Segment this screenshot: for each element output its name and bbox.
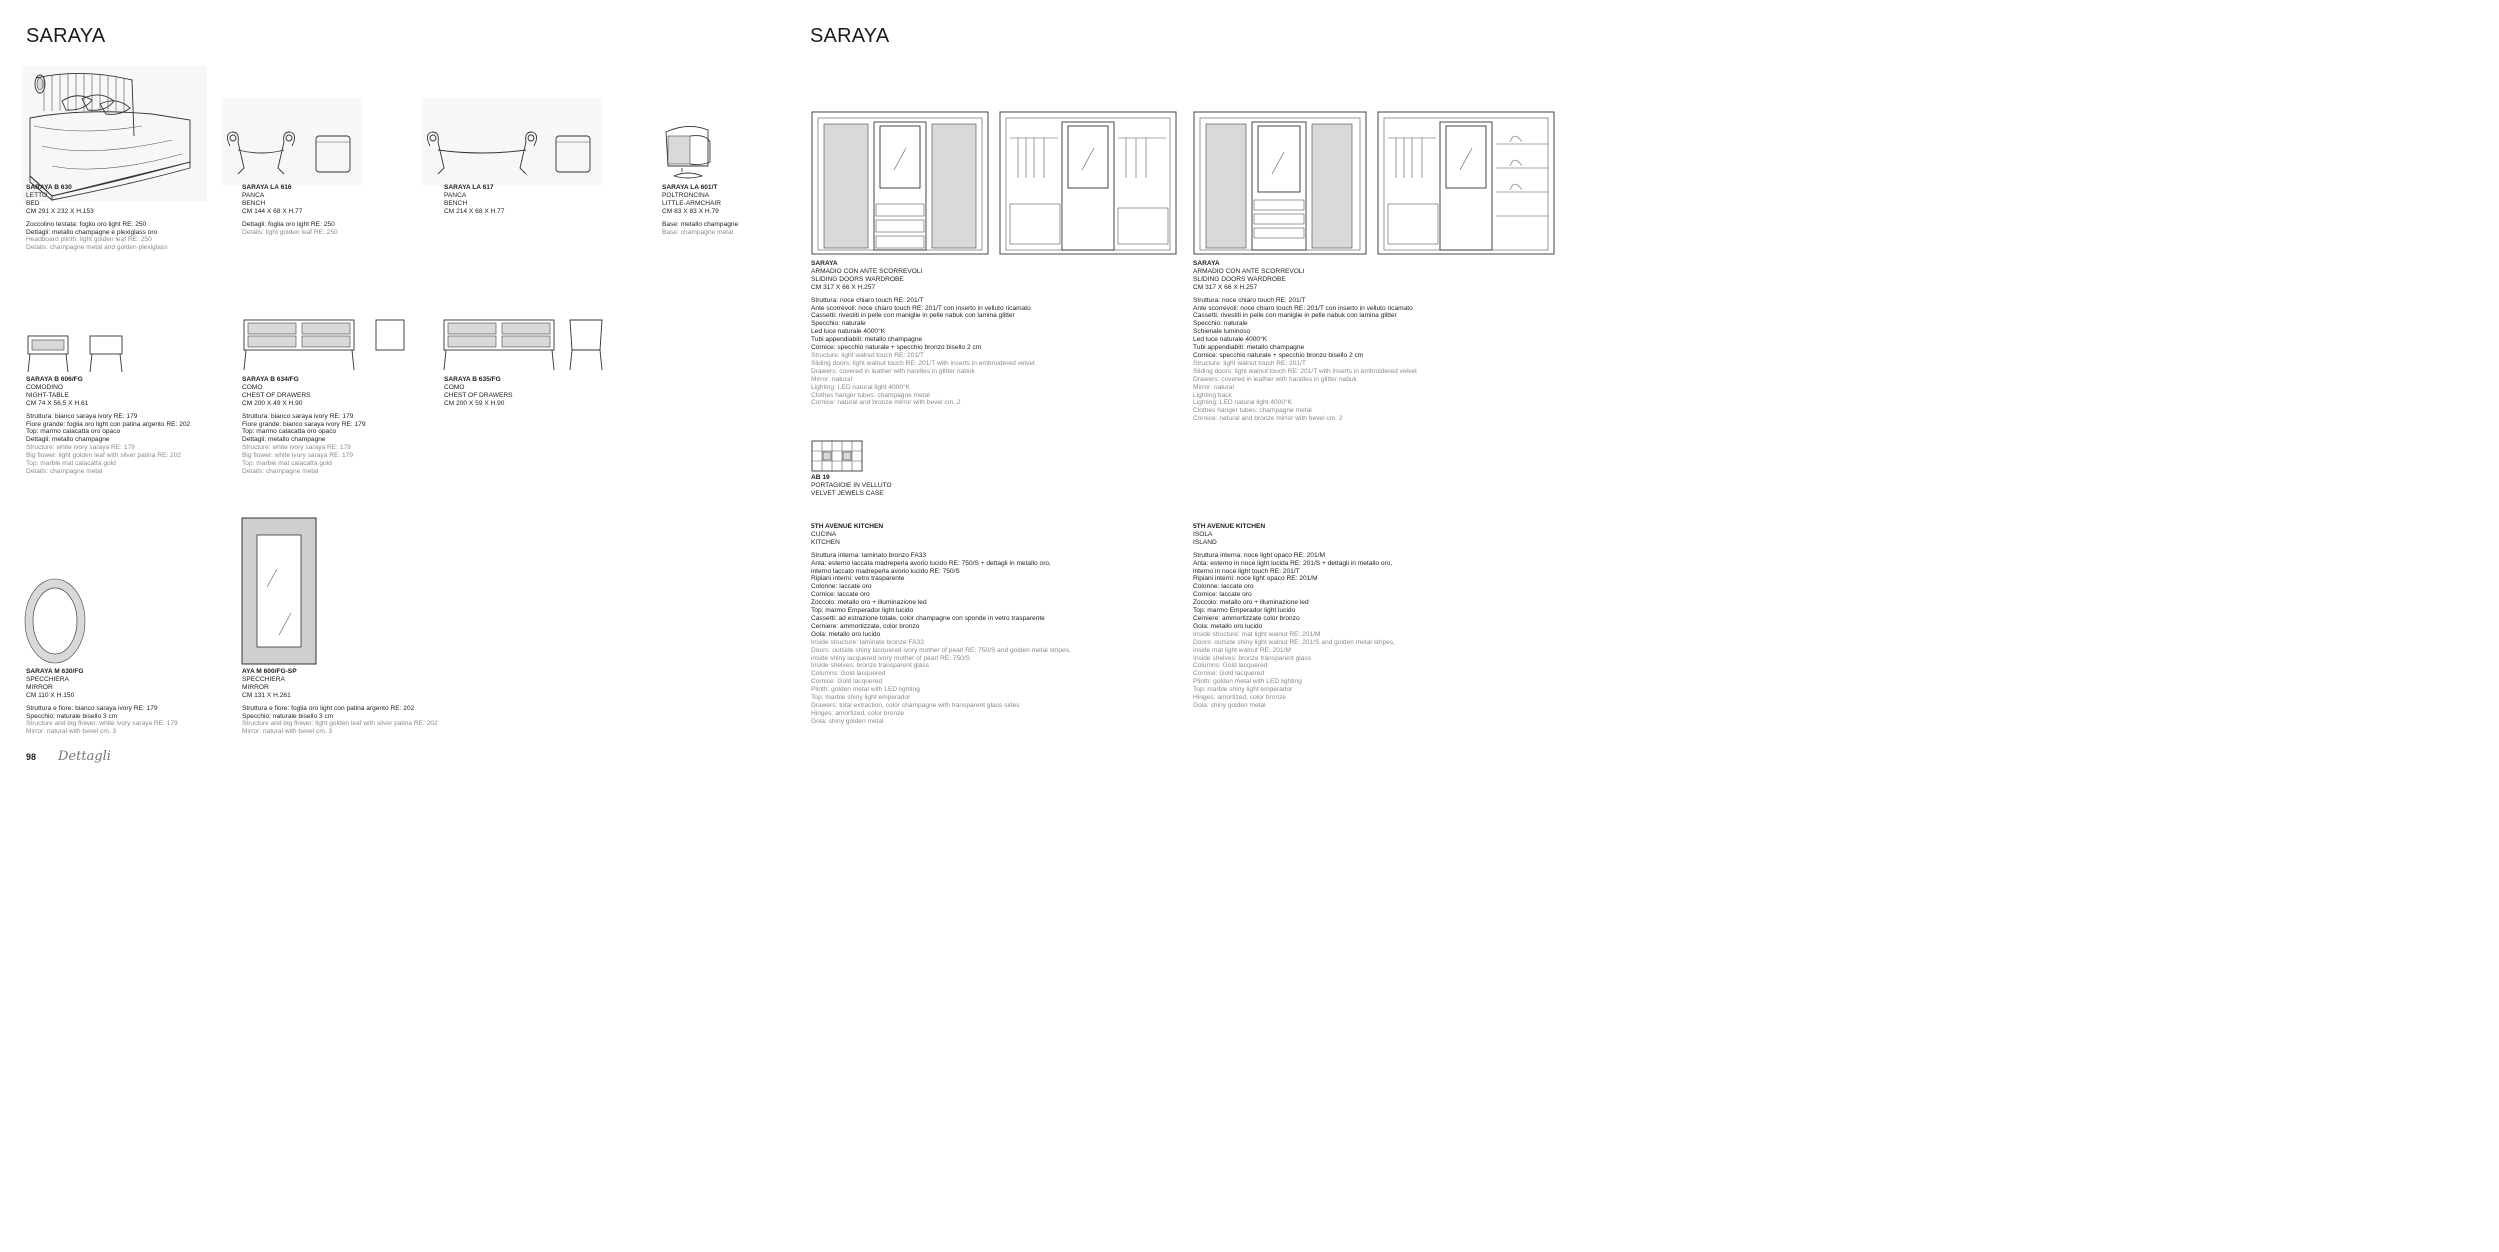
product-dimensions: CM 110 X H.150 xyxy=(26,691,75,699)
product-name-en: SLIDING DOORS WARDROBE xyxy=(811,275,904,283)
product-name-en: BENCH xyxy=(444,199,468,207)
spec-line-en: Drawers: total extraction, color champagne with transparent glass sides xyxy=(811,701,1020,709)
product-dimensions: CM 317 X 66 X H.257 xyxy=(1193,283,1258,291)
product-dimensions: CM 200 X 59 X H.90 xyxy=(444,399,505,407)
spec-line-en: Details: champagne metal xyxy=(242,467,319,475)
spec-line-it: Specchio: naturale xyxy=(811,320,866,328)
right-page-title: SARAYA xyxy=(810,25,890,47)
product-dimensions: CM 83 X 83 X H.79 xyxy=(662,207,719,215)
product-name-en: MIRROR xyxy=(26,683,53,691)
spec-line-en: Big flower: white ivory saraya RE: 179 xyxy=(242,452,354,460)
spec-line-it: Struttura interna: noce light opaco RE: 201/M xyxy=(1193,551,1325,559)
spec-line-en: Structure: light walnut touch RE: 201/T xyxy=(1193,359,1306,367)
item-saraya-wardrobe-1 xyxy=(811,260,1035,407)
spec-line-it: Zoccolino testata: foglio oro light RE: 250 xyxy=(26,220,147,228)
product-code: SARAYA B 606/FG xyxy=(26,376,83,383)
product-name-it: PANCA xyxy=(242,191,265,199)
product-code: SARAYA B 634/FG xyxy=(242,376,299,383)
jewels-case-illustration xyxy=(811,440,863,472)
product-code: AYA M 600/FG-SP xyxy=(242,668,297,675)
spec-line-it: interno laccato madreperla avorio lucido RE: 750/S xyxy=(811,567,960,575)
spec-line-it: Cornice: specchio naturale + specchio bronzo bisello 2 cm xyxy=(1193,351,1364,359)
spec-line-en: Mirror: natural xyxy=(1193,383,1235,391)
product-dimensions: CM 214 X 68 X H.77 xyxy=(444,207,505,215)
left-page-title: SARAYA xyxy=(26,25,106,47)
rect-mirror-illustration xyxy=(241,517,317,665)
spec-line-en: Sliding doors: light walnut touch RE: 201/T with inserts in embroidered velvet xyxy=(811,359,1035,367)
spec-line-it: Struttura e fiore: foglia oro light con patina argento RE: 202 xyxy=(242,704,415,712)
spec-line-en: Hinges: amortized, color bronze xyxy=(1193,694,1287,702)
spec-line-en: Drawers: covered in leather with handles in glitter nabuk xyxy=(811,367,975,375)
item-5th-avenue-kitchen xyxy=(811,523,1071,726)
spec-line-en: Base: champagne metal xyxy=(662,228,734,236)
spec-line-en: Plinth: golden metal with LED lighting xyxy=(811,686,920,694)
spec-line-en: Structure and big flower: light golden leaf with silver patina RE: 202 xyxy=(242,720,438,728)
product-name-it: ISOLA xyxy=(1193,530,1213,538)
product-name-it: CUCINA xyxy=(811,530,837,538)
wardrobe-2-illustration xyxy=(1192,108,1560,258)
spec-line-en: Plinth: golden metal with LED lighting xyxy=(1193,678,1302,686)
product-name-en: VELVET JEWELS CASE xyxy=(811,489,884,497)
item-saraya-la601t xyxy=(662,184,738,236)
spec-line-en: Cornice: natural and bronze mirror with bevel cm. 2 xyxy=(1193,415,1343,423)
bench-616-illustration xyxy=(222,98,362,186)
item-ab19 xyxy=(811,474,892,498)
spec-line-en: Doors: outside shiny lacquered ivory mother of pearl RE: 750/S and golden metal stripes, xyxy=(811,646,1071,654)
product-name-en: NIGHT-TABLE xyxy=(26,391,69,399)
spec-line-it: Led luce naturale 4000°K xyxy=(811,328,886,336)
spec-line-en: Details: champagne metal xyxy=(26,467,103,475)
item-saraya-b606fg xyxy=(26,376,190,476)
spec-line-en: Inside structure: laminate bronze FA33 xyxy=(811,638,924,646)
spec-line-en: Top: marble mat calacatta gold xyxy=(242,460,332,468)
spec-line-it: Cassetti: rivestiti in pelle con maniglie in pelle nabuk con lamina glitter xyxy=(1193,312,1397,320)
product-code: SARAYA xyxy=(811,260,838,267)
spec-line-it: Schienale luminoso xyxy=(1193,328,1251,336)
spec-line-en: inside shiny lacquered ivory mother of pearl RE: 750/S xyxy=(811,654,971,662)
spec-line-it: Struttura: bianco saraya ivory RE: 179 xyxy=(26,412,138,420)
spec-line-en: Details: champagne metal and golden plexiglass xyxy=(26,244,168,252)
spec-line-en: Columns: Gold lacquered xyxy=(1193,662,1268,670)
product-dimensions: CM 131 X H.261 xyxy=(242,691,291,699)
spec-line-it: Specchio: naturale bisello 3 cm xyxy=(26,712,118,720)
spec-line-en: Doors: outside shiny light walnut RE: 201/S and golden metal stripes, xyxy=(1193,638,1395,646)
spec-line-it: Cerniere: ammortizzate color bronzo xyxy=(1193,614,1300,622)
spec-line-it: Dettagli: foglia oro light RE: 250 xyxy=(242,220,335,228)
night-table-illustration xyxy=(26,334,126,374)
spec-line-it: Cerniere: ammortizzate, color bronzo xyxy=(811,622,920,630)
spec-line-en: Top: marble shiny light emperador xyxy=(811,694,911,702)
wardrobe-1-illustration xyxy=(810,108,1178,258)
spec-line-it: Struttura interna: laminato bronzo FA33 xyxy=(811,551,927,559)
product-name-en: CHEST OF DRAWERS xyxy=(444,391,513,399)
product-name-en: ISLAND xyxy=(1193,538,1217,546)
spec-line-it: interno in noce light touch RE: 201/T xyxy=(1193,567,1300,575)
product-name-en: KITCHEN xyxy=(811,538,840,546)
spec-line-en: Structure: light walnut touch RE: 201/T xyxy=(811,351,924,359)
spec-line-en: Lighting: LED natural light 4000°K xyxy=(1193,399,1293,407)
spec-line-en: Columns: Gold lacquered xyxy=(811,670,886,678)
spec-line-en: Inside structure: mat light walnut RE: 201/M xyxy=(1193,630,1321,638)
spec-line-en: Gola: shiny golden metal xyxy=(1193,701,1266,709)
spec-line-it: Struttura e fiore: bianco saraya ivory RE: 179 xyxy=(26,704,158,712)
spec-line-en: Lighting: LED natural light 4000°K xyxy=(811,383,911,391)
product-code: 5TH AVENUE KITCHEN xyxy=(1193,523,1266,530)
product-dimensions: CM 200 X 49 X H.90 xyxy=(242,399,303,407)
spec-line-en: Mirror: natural xyxy=(811,375,853,383)
spec-line-it: Ante scorrevoli: noce chiaro touch RE: 201/T con inserto in velluto ricamato xyxy=(1193,304,1413,312)
spec-line-it: Top: marmo calacatta oro opaco xyxy=(242,428,337,436)
spec-line-en: Big flower: light golden leaf with silver patina RE: 202 xyxy=(26,452,182,460)
spec-line-it: Dettagli: metallo champagne e plexiglass oro xyxy=(26,228,158,236)
product-code: SARAYA LA 601/T xyxy=(662,184,718,191)
item-saraya-la616 xyxy=(242,184,338,236)
spec-line-en: Lighting back xyxy=(1193,391,1232,399)
spec-line-it: Cassetti: rivestiti in pelle con maniglie in pelle nabuk con lamina glitter xyxy=(811,312,1015,320)
spec-line-en: Cornice: natural and bronze mirror with bevel cm. 2 xyxy=(811,399,961,407)
spec-line-en: Structure and big flower: white ivory saraya RE: 179 xyxy=(26,720,178,728)
chest-634-illustration xyxy=(242,318,408,374)
item-saraya-m630fg xyxy=(26,668,178,736)
spec-line-it: Top: marmo Emperador light lucido xyxy=(811,607,914,615)
product-code: SARAYA LA 616 xyxy=(242,184,292,191)
spec-line-it: Zoccolo: metallo oro + illuminazione led xyxy=(811,599,927,607)
brand-logo: Dettagli xyxy=(58,749,111,764)
product-code: AB 19 xyxy=(811,474,830,481)
armchair-illustration xyxy=(660,122,716,182)
product-code: SARAYA B 635/FG xyxy=(444,376,501,383)
product-name-en: BENCH xyxy=(242,199,266,207)
spec-line-en: Cornice: Gold lacquered xyxy=(811,678,883,686)
spec-line-en: Mirror: natural with bevel cm. 3 xyxy=(242,728,333,736)
spec-line-en: Structure: white ivory saraya RE: 179 xyxy=(26,444,135,452)
spec-line-en: Headboard plinth: light golden leaf RE: 250 xyxy=(26,236,152,244)
oval-mirror-illustration xyxy=(22,576,88,666)
product-code: SARAYA xyxy=(1193,260,1220,267)
product-name-en: BED xyxy=(26,199,40,207)
spec-line-it: Colonne: laccate oro xyxy=(811,583,872,591)
spec-line-it: Struttura: noce chiaro touch RE: 201/T xyxy=(1193,296,1306,304)
spec-line-it: Zoccolo: metallo oro + illuminazione led xyxy=(1193,599,1309,607)
spec-line-it: Gola: metallo oro lucido xyxy=(811,630,881,638)
spec-line-en: Cornice: Gold lacquered xyxy=(1193,670,1265,678)
spec-line-en: Drawers: covered in leather with handles in glitter nabuk xyxy=(1193,375,1357,383)
chest-635-illustration xyxy=(442,318,608,374)
bed-illustration xyxy=(22,66,207,201)
item-saraya-b635fg xyxy=(444,376,513,408)
spec-line-it: Tubi appendiabiti: metallo champagne xyxy=(1193,344,1305,352)
product-code: SARAYA M 630/FG xyxy=(26,668,84,675)
product-name-it: POLTRONCINA xyxy=(662,191,710,199)
spec-line-it: Led luce naturale 4000°K xyxy=(1193,336,1268,344)
spec-line-it: Ripiani interni: vetro trasparente xyxy=(811,575,905,583)
product-name-it: SPECCHIERA xyxy=(242,675,285,683)
page-number: 98 xyxy=(26,752,37,762)
product-name-it: COMO xyxy=(444,383,465,391)
spec-line-en: Clothes hanger tubes: champagne metal xyxy=(811,391,930,399)
product-name-it: PORTAGIOIE IN VELLUTO xyxy=(811,481,892,489)
product-dimensions: CM 317 X 66 X H.257 xyxy=(811,283,876,291)
item-aya-m600 xyxy=(242,668,438,736)
spec-line-it: Tubi appendiabiti: metallo champagne xyxy=(811,336,923,344)
spec-line-it: Colonne: laccate oro xyxy=(1193,583,1254,591)
product-dimensions: CM 74 X 56,5 X H.61 xyxy=(26,399,89,407)
product-name-it: COMO xyxy=(242,383,263,391)
product-name-it: ARMADIO CON ANTE SCORREVOLI xyxy=(1193,267,1305,275)
spec-line-it: Anta: esterno laccata madreperla avorio lucido RE: 750/S + dettagli in metallo oro, xyxy=(811,559,1051,567)
spec-line-it: Dettagli: metallo champagne xyxy=(26,436,110,444)
spec-line-it: Fiore grande: foglia oro light con patina argento RE: 202 xyxy=(26,420,191,428)
spec-line-en: Hinges: amortized, color bronze xyxy=(811,709,905,717)
item-saraya-wardrobe-2 xyxy=(1193,260,1417,423)
spec-line-en: Mirror: natural with bevel cm. 3 xyxy=(26,728,117,736)
spec-line-en: Top: marble mat calacatta gold xyxy=(26,460,116,468)
spec-line-en: Inside shelves: bronze transparent glass xyxy=(1193,654,1312,662)
product-dimensions: CM 144 X 68 X H.77 xyxy=(242,207,303,215)
spec-line-it: Base: metallo champagne xyxy=(662,220,739,228)
spec-line-en: inside mat light walnut RE: 201/M xyxy=(1193,646,1291,654)
spec-line-en: Clothes hanger tubes: champagne metal xyxy=(1193,407,1312,415)
spec-line-it: Ante scorrevoli: noce chiaro touch RE: 201/T con inserto in velluto ricamato xyxy=(811,304,1031,312)
spec-line-it: Dettagli: metallo champagne xyxy=(242,436,326,444)
item-saraya-b634fg xyxy=(242,376,366,476)
product-name-it: COMODINO xyxy=(26,383,63,391)
spec-line-it: Specchio: naturale xyxy=(1193,320,1248,328)
spec-line-it: Cornice: laccate oro xyxy=(1193,591,1252,599)
bench-617-illustration xyxy=(422,98,602,186)
product-name-en: CHEST OF DRAWERS xyxy=(242,391,311,399)
item-saraya-b630 xyxy=(26,184,168,252)
item-saraya-la617 xyxy=(444,184,504,216)
spec-line-en: Inside shelves: bronze transparent glass xyxy=(811,662,930,670)
spec-line-it: Cornice: laccate oro xyxy=(811,591,870,599)
product-code: 5TH AVENUE KITCHEN xyxy=(811,523,884,530)
item-5th-avenue-island xyxy=(1193,523,1395,710)
spec-line-it: Anta: esterno in noce light lucida RE: 201/S + dettagli in metallo oro, xyxy=(1193,559,1393,567)
product-name-en: MIRROR xyxy=(242,683,269,691)
product-code: SARAYA LA 617 xyxy=(444,184,494,191)
spec-line-en: Details: light golden leaf RE: 250 xyxy=(242,228,338,236)
product-name-en: LITTLE-ARMCHAIR xyxy=(662,199,721,207)
product-name-en: SLIDING DOORS WARDROBE xyxy=(1193,275,1286,283)
spec-line-it: Struttura: noce chiaro touch RE: 201/T xyxy=(811,296,924,304)
spec-line-en: Gola: shiny golden metal xyxy=(811,717,884,725)
spec-line-it: Fiore grande: bianco saraya ivory RE: 179 xyxy=(242,420,366,428)
spec-line-it: Struttura: bianco saraya ivory RE: 179 xyxy=(242,412,354,420)
spec-line-it: Top: marmo Emperador light lucido xyxy=(1193,607,1296,615)
spec-line-it: Top: marmo calacatta oro opaco xyxy=(26,428,121,436)
spec-line-it: Gola: metallo oro lucido xyxy=(1193,622,1263,630)
product-dimensions: CM 291 X 232 X H.153 xyxy=(26,207,94,215)
product-code: SARAYA B 630 xyxy=(26,184,72,191)
spec-line-en: Sliding doors: light walnut touch RE: 201/T with inserts in embroidered velvet xyxy=(1193,367,1417,375)
product-name-it: SPECCHIERA xyxy=(26,675,69,683)
spec-line-it: Cornice: specchio naturale + specchio bronzo bisello 2 cm xyxy=(811,344,982,352)
spec-line-en: Top: marble shiny light emperador xyxy=(1193,686,1293,694)
spec-line-it: Specchio: naturale bisello 3 cm xyxy=(242,712,334,720)
spec-line-it: Ripiani interni: noce light opaco RE: 201/M xyxy=(1193,575,1318,583)
product-name-it: LETTO xyxy=(26,191,48,199)
product-name-it: PANCA xyxy=(444,191,467,199)
spec-line-en: Structure: white ivory saraya RE: 179 xyxy=(242,444,351,452)
product-name-it: ARMADIO CON ANTE SCORREVOLI xyxy=(811,267,923,275)
spec-line-it: Cassetti: ad estrazione totale, color champagne con sponde in vetro trasparente xyxy=(811,614,1045,622)
